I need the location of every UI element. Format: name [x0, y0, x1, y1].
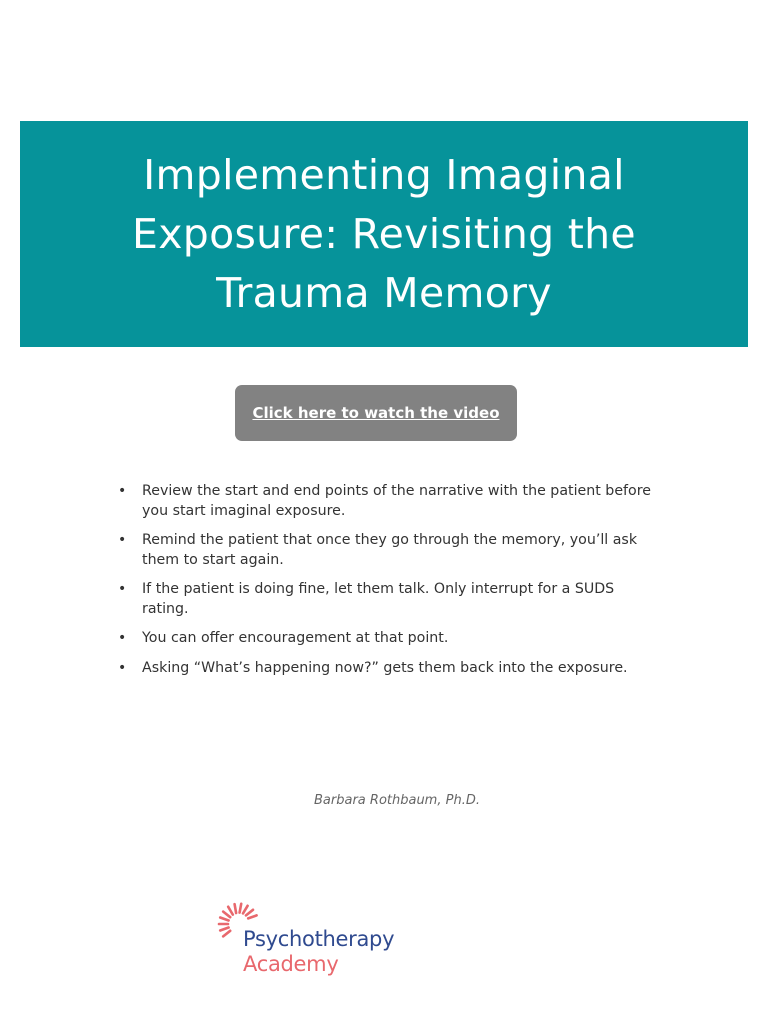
- bullet-icon: •: [118, 532, 127, 548]
- list-item: [118, 659, 663, 679]
- bullet-icon: •: [118, 659, 127, 676]
- bullet-icon: •: [118, 581, 127, 597]
- tips-list: [118, 482, 663, 688]
- title-banner: [20, 121, 748, 347]
- watch-video-button[interactable]: [235, 385, 517, 441]
- list-item-text: If the patient is doing fine, let them talk. Only interrupt for a SUDS rating.: [142, 581, 615, 617]
- bullet-icon: •: [118, 483, 127, 499]
- author-credit: Barbara Rothbaum, Ph.D.: [314, 793, 480, 808]
- list-item-text: Remind the patient that once they go through the memory, you’ll ask them to start again.: [142, 532, 638, 568]
- list-item: [118, 629, 663, 649]
- list-item-text: Review the start and end points of the narrative with the patient before you start imaginal exposure.: [142, 483, 651, 519]
- logo-text-psychotherapy: Psychotherapy: [243, 927, 395, 951]
- list-item: [118, 531, 663, 570]
- watch-video-link[interactable]: Click here to watch the video: [252, 404, 500, 422]
- list-item: [118, 482, 663, 521]
- bullet-icon: •: [118, 630, 127, 646]
- page-title: Implementing Imaginal Exposure: Revisiting the Trauma Memory: [132, 150, 636, 317]
- list-item: [118, 580, 663, 619]
- psychotherapy-academy-logo: [214, 900, 414, 982]
- list-item-text: Asking “What’s happening now?” gets them back into the exposure.: [142, 659, 628, 676]
- list-item-text: You can offer encouragement at that point.: [142, 630, 449, 646]
- logo-text-academy: Academy: [243, 952, 339, 976]
